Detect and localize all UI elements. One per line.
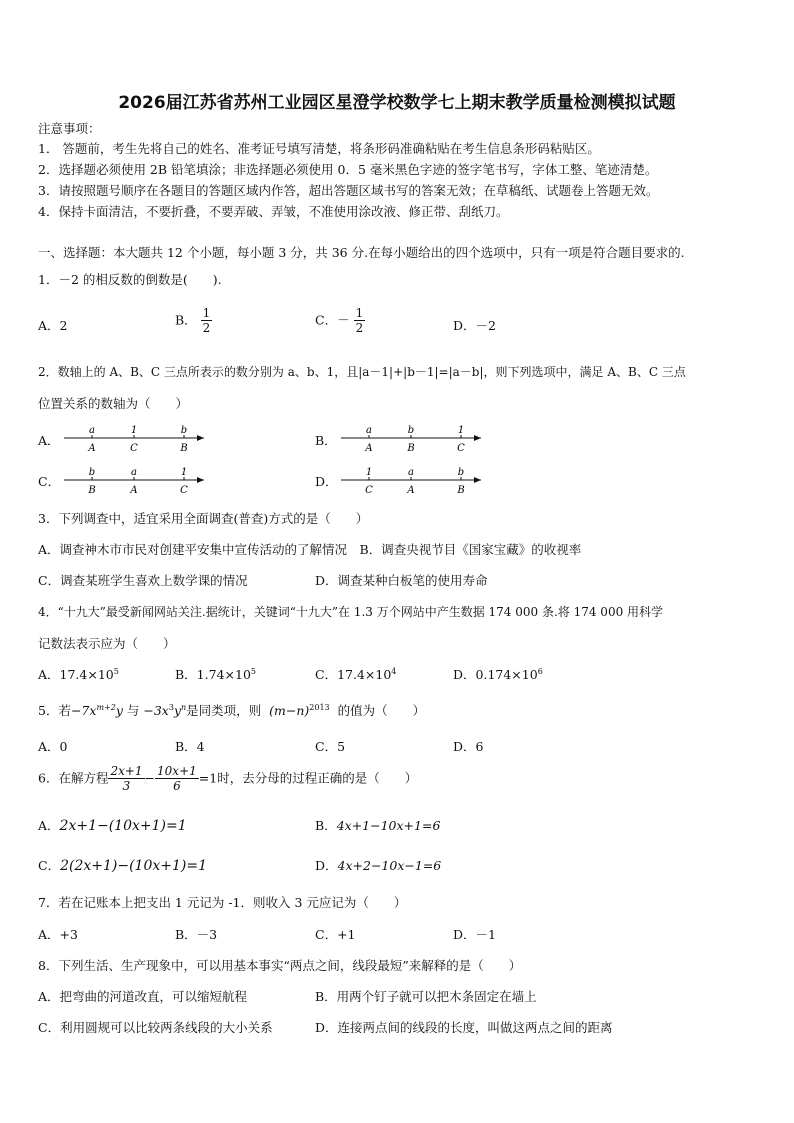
axis-point-label: C xyxy=(130,443,138,454)
axis-value-label: b xyxy=(180,425,188,436)
q5-term1-y: y xyxy=(115,703,123,718)
axis-point-label: B xyxy=(457,485,465,496)
q6-fraction-1 xyxy=(108,764,144,793)
q5-term1: −7x xyxy=(70,703,97,718)
axis-point-label: B xyxy=(88,485,96,496)
q5-option-d: D．6 xyxy=(453,739,484,754)
q6-equals: =1 xyxy=(198,770,218,786)
q2-axis-c xyxy=(64,466,212,502)
q4-stem-line1: 4．“十九大”最受新闻网站关注.据统计，关键词“十九大”在 1.3 万个网站中产生数据 174 000 条.将 174 000 用科学 xyxy=(38,605,664,619)
axis-value-label: 1 xyxy=(180,467,188,478)
q6-c-label: C． xyxy=(38,858,61,873)
q5-term2-y: y xyxy=(173,703,182,718)
q8-option-c: C．利用圆规可以比较两条线段的大小关系 xyxy=(38,1020,273,1035)
q1-option-b xyxy=(175,306,212,335)
q1-b-fraction xyxy=(201,306,213,335)
axis-value-label: b xyxy=(88,467,96,478)
axis-point-label: A xyxy=(88,443,96,454)
axis-arrow-icon xyxy=(474,477,481,483)
q7-option-d: D．－1 xyxy=(453,927,496,942)
axis-point-label: C xyxy=(180,485,188,496)
notice-item-1: 1． 答题前，考生先将自己的姓名、准考证号填写清楚，将条形码准确粘贴在考生信息条形码粘贴区。 xyxy=(38,141,600,156)
notice-item-4: 4．保持卡面清洁，不要折叠，不要弄破、弄皱，不准使用涂改液、修正带、刮纸刀。 xyxy=(38,204,509,219)
q1-option-c xyxy=(315,306,365,335)
q7-option-a: A．+3 xyxy=(38,927,78,942)
notice-item-3: 3．请按照题号顺序在各题目的答题区域内作答，超出答题区域书写的答案无效；在草稿纸、试题卷上答题无效。 xyxy=(38,183,659,198)
q1-b-denominator: 2 xyxy=(202,321,211,335)
q1-c-numerator: 1 xyxy=(355,306,364,320)
axis-point-label: B xyxy=(180,443,188,454)
q8-option-b: B．用两个钉子就可以把木条固定在墙上 xyxy=(315,989,537,1004)
q7-stem: 7．若在记账本上把支出 1 元记为 -1．则收入 3 元应记为（ ） xyxy=(38,895,407,910)
q8-stem: 8．下列生活、生产现象中，可以用基本事实“两点之间，线段最短”来解释的是（ ） xyxy=(38,958,522,973)
q6-option-a xyxy=(38,818,187,834)
axis-value-label: a xyxy=(89,425,95,436)
q4-b-text: B．1.74×10 xyxy=(175,667,251,682)
q6-suffix: 时，去分母的过程正确的是（ ） xyxy=(217,770,418,786)
q5-term1-exponent: m+2 xyxy=(96,702,116,712)
axis-value-label: 1 xyxy=(365,467,373,478)
axis-value-label: a xyxy=(131,467,137,478)
axis-value-label: b xyxy=(407,425,415,436)
axis-point-label: A xyxy=(407,485,415,496)
q6-option-b xyxy=(315,818,440,834)
q6-d-expression: 4x+2−10x−1=6 xyxy=(337,858,442,873)
q6-f2-numerator: 10x+1 xyxy=(157,764,197,778)
q5-then: 是同类项，则 xyxy=(186,703,262,718)
q8-option-a: A．把弯曲的河道改直，可以缩短航程 xyxy=(38,989,248,1004)
axis-point-label: C xyxy=(457,443,465,454)
q7-option-b: B．－3 xyxy=(175,927,218,942)
q5-stem xyxy=(38,703,425,719)
q3-option-d: D．调查某种白板笔的使用寿命 xyxy=(315,573,488,588)
q5-prefix: 5．若 xyxy=(38,703,71,718)
q5-term2-y-exponent: n xyxy=(181,702,187,712)
q3-stem: 3．下列调查中，适宜采用全面调查(普查)方式的是（ ） xyxy=(38,511,369,526)
axis-arrow-icon xyxy=(474,435,481,441)
notice-heading: 注意事项： xyxy=(38,121,101,136)
q5-term2-exponent: 3 xyxy=(168,702,174,712)
q2-axis-a xyxy=(64,424,212,460)
q4-stem-line2: 记数法表示应为（ ） xyxy=(38,636,176,651)
q4-a-text: A．17.4×10 xyxy=(38,667,114,682)
axis-arrow-icon xyxy=(197,435,204,441)
q5-power-base: (m−n) xyxy=(269,703,310,718)
q3-options-ab: A．调查神木市市民对创建平安集中宣传活动的了解情况 B．调查央视节目《国家宝藏》的收视率 xyxy=(38,542,582,557)
q4-option-d xyxy=(453,667,543,683)
axis-point-label: A xyxy=(130,485,138,496)
q5-power-exponent: 2013 xyxy=(309,702,330,712)
q6-a-label: A． xyxy=(38,818,60,833)
axis-value-label: 1 xyxy=(130,425,138,436)
axis-point-label: A xyxy=(365,443,373,454)
q2-axis-b xyxy=(341,424,489,460)
q4-c-text: C．17.4×10 xyxy=(315,667,392,682)
axis-value-label: a xyxy=(366,425,372,436)
q6-a-expression: 2x+1−(10x+1)=1 xyxy=(59,818,187,834)
q6-b-label: B． xyxy=(315,818,337,833)
q4-option-a xyxy=(38,667,119,683)
q2-stem-line1: 2．数轴上的 A、B、C 三点所表示的数分别为 a、b、1，且|a－1|+|b－1|=|a－b|，则下列选项中，满足 A、B、C 三点 xyxy=(38,365,686,379)
q2-axis-d xyxy=(341,466,489,502)
q6-fraction-2 xyxy=(155,764,199,793)
q1-c-denominator: 2 xyxy=(355,321,364,335)
number-line-a xyxy=(64,424,212,456)
q1-option-d: D．－2 xyxy=(453,318,496,333)
axis-value-label: 1 xyxy=(457,425,465,436)
q4-d-exponent: 6 xyxy=(537,666,543,676)
q5-term2: −3x xyxy=(143,703,169,718)
q2-option-c-label: C． xyxy=(38,474,61,489)
q6-f1-numerator: 2x+1 xyxy=(110,764,143,778)
q1-b-label: B． xyxy=(175,312,197,328)
q5-and: 与 xyxy=(126,703,140,718)
axis-point-label: B xyxy=(407,443,415,454)
axis-value-label: b xyxy=(457,467,465,478)
q6-stem xyxy=(38,764,417,793)
q2-stem-line2: 位置关系的数轴为（ ） xyxy=(38,396,189,411)
q1-b-numerator: 1 xyxy=(202,306,211,320)
q4-option-b xyxy=(175,667,256,683)
q3-option-c: C．调查某班学生喜欢上数学课的情况 xyxy=(38,573,248,588)
q5-option-b: B．4 xyxy=(175,739,205,754)
q1-c-fraction xyxy=(354,306,366,335)
q6-option-d xyxy=(315,858,441,874)
q2-option-b-label: B． xyxy=(315,433,337,448)
page-title: 2026届江苏省苏州工业园区星澄学校数学七上期末教学质量检测模拟试题 xyxy=(118,93,676,113)
q6-b-expression: 4x+1−10x+1=6 xyxy=(336,818,441,833)
q6-f1-denominator: 3 xyxy=(122,779,131,793)
q2-option-d-label: D． xyxy=(315,474,338,489)
q6-prefix: 6．在解方程 xyxy=(38,770,109,786)
axis-point-label: C xyxy=(365,485,373,496)
q4-c-exponent: 4 xyxy=(391,666,397,676)
q6-d-label: D． xyxy=(315,858,338,873)
q2-option-a-label: A． xyxy=(38,433,60,448)
notice-item-2: 2．选择题必须使用 2B 铅笔填涂；非选择题必须使用 0．5 毫米黑色字迹的签字笔书写，字体工整、笔迹清楚。 xyxy=(38,162,658,177)
q6-f2-denominator: 6 xyxy=(173,779,181,793)
q1-stem: 1．－2 的相反数的倒数是( ). xyxy=(38,272,222,287)
q6-minus: − xyxy=(144,770,156,786)
q4-option-c xyxy=(315,667,396,683)
number-line-c xyxy=(64,466,212,498)
q6-option-c xyxy=(38,858,207,874)
axis-value-label: a xyxy=(408,467,414,478)
q4-a-exponent: 5 xyxy=(113,666,119,676)
axis-arrow-icon xyxy=(197,477,204,483)
q4-b-exponent: 5 xyxy=(250,666,256,676)
q5-suffix: 的值为（ ） xyxy=(337,703,426,718)
q1-option-a: A．2 xyxy=(38,318,68,333)
q5-option-a: A．0 xyxy=(38,739,68,754)
q6-c-expression: 2(2x+1)−(10x+1)=1 xyxy=(60,858,207,874)
number-line-b xyxy=(341,424,489,456)
q4-d-text: D．0.174×10 xyxy=(453,667,538,682)
q5-option-c: C．5 xyxy=(315,739,346,754)
q8-option-d: D．连接两点间的线段的长度，叫做这两点之间的距离 xyxy=(315,1020,613,1035)
section-heading: 一、选择题：本大题共 12 个小题，每小题 3 分，共 36 分.在每小题给出的四个选项中，只有一项是符合题目要求的. xyxy=(38,245,685,260)
q1-c-label: C．－ xyxy=(315,312,350,328)
q7-option-c: C．+1 xyxy=(315,927,356,942)
number-line-d xyxy=(341,466,489,498)
